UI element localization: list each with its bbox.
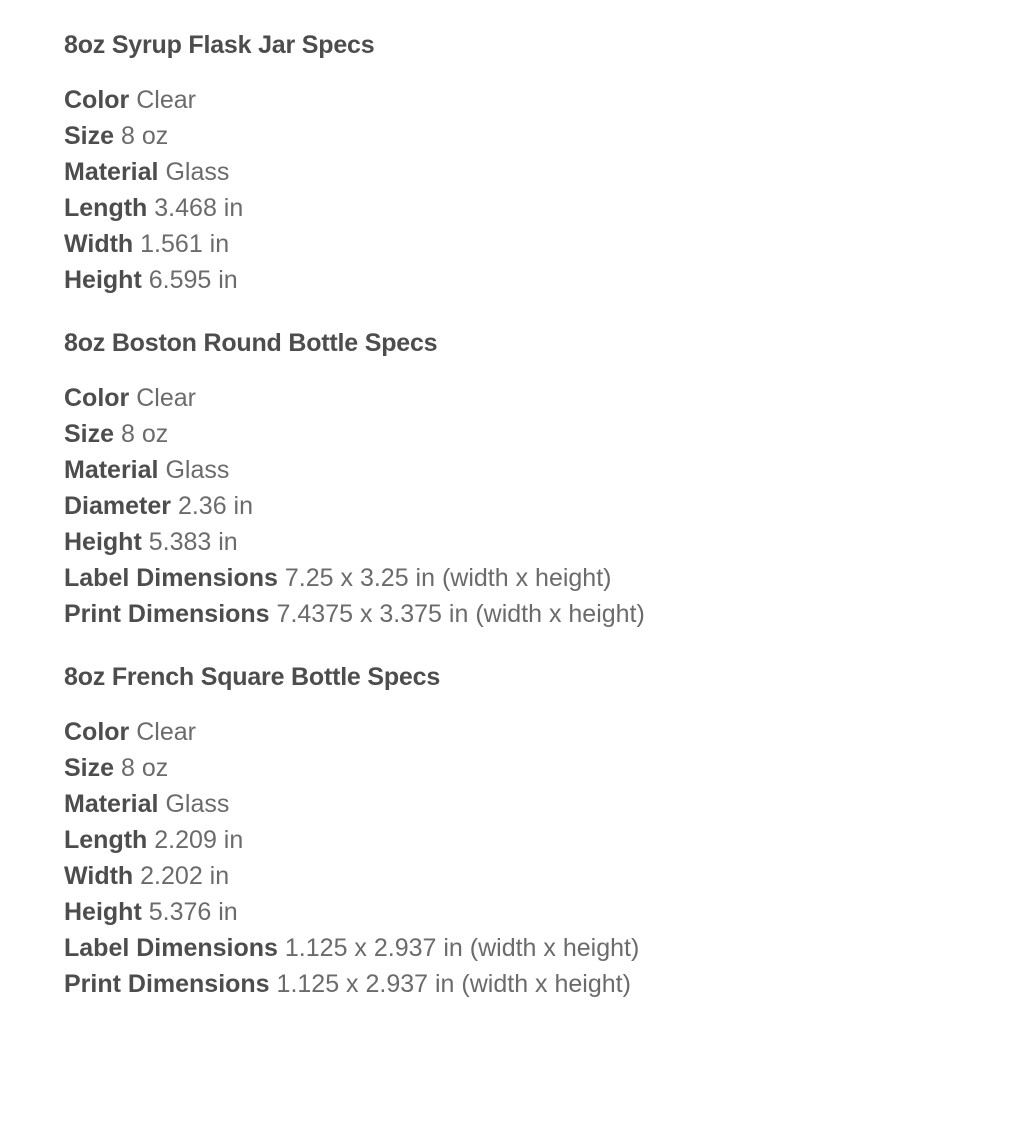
spec-row xyxy=(64,930,962,966)
spec-row xyxy=(64,858,962,894)
spec-list xyxy=(64,82,962,298)
spec-value: 8 oz xyxy=(120,420,169,448)
spec-value: 5.383 in xyxy=(148,528,238,556)
spec-label: Color xyxy=(64,384,130,412)
spec-label: Diameter xyxy=(64,492,171,520)
spec-label: Size xyxy=(64,420,115,448)
spec-value: Clear xyxy=(136,718,196,746)
spec-label: Print Dimensions xyxy=(64,600,270,628)
spec-row xyxy=(64,786,962,822)
section-title: 8oz Boston Round Bottle Specs xyxy=(64,329,438,357)
spec-value: 5.376 in xyxy=(148,898,238,926)
spec-label: Print Dimensions xyxy=(64,970,270,998)
spec-row xyxy=(64,596,962,632)
spec-label: Material xyxy=(64,158,159,186)
spec-label: Width xyxy=(64,862,134,890)
spec-row xyxy=(64,226,962,262)
spec-label: Length xyxy=(64,826,148,854)
spec-value: 1.561 in xyxy=(140,230,230,258)
spec-value: 8 oz xyxy=(120,754,169,782)
spec-label: Color xyxy=(64,86,130,114)
spec-row xyxy=(64,750,962,786)
spec-list xyxy=(64,714,962,1002)
spec-row xyxy=(64,118,962,154)
spec-list xyxy=(64,380,962,632)
spec-value: 2.202 in xyxy=(140,862,230,890)
spec-row xyxy=(64,894,962,930)
spec-row xyxy=(64,380,962,416)
spec-value: 6.595 in xyxy=(148,266,238,294)
spec-row xyxy=(64,82,962,118)
spec-label: Length xyxy=(64,194,148,222)
spec-value: 1.125 x 2.937 in (width x height) xyxy=(276,970,631,998)
spec-row xyxy=(64,966,962,1002)
spec-value: Clear xyxy=(136,86,196,114)
spec-value: 1.125 x 2.937 in (width x height) xyxy=(284,934,640,962)
spec-value: 7.4375 x 3.375 in (width x height) xyxy=(276,600,645,628)
spec-row xyxy=(64,822,962,858)
spec-section xyxy=(64,30,962,298)
spec-label: Height xyxy=(64,528,142,556)
spec-row xyxy=(64,560,962,596)
spec-row xyxy=(64,190,962,226)
spec-value: 7.25 x 3.25 in (width x height) xyxy=(284,564,612,592)
spec-label: Size xyxy=(64,754,115,782)
spec-value: Clear xyxy=(136,384,196,412)
spec-label: Size xyxy=(64,122,115,150)
spec-value: 3.468 in xyxy=(154,194,244,222)
spec-value: 8 oz xyxy=(120,122,169,150)
spec-label: Height xyxy=(64,898,142,926)
spec-value: Glass xyxy=(165,456,230,484)
spec-section xyxy=(64,328,962,632)
spec-label: Label Dimensions xyxy=(64,934,278,962)
spec-value: 2.36 in xyxy=(177,492,254,520)
spec-label: Color xyxy=(64,718,130,746)
spec-row xyxy=(64,154,962,190)
spec-row xyxy=(64,488,962,524)
spec-row xyxy=(64,714,962,750)
spec-value: Glass xyxy=(165,790,230,818)
spec-label: Label Dimensions xyxy=(64,564,278,592)
spec-value: Glass xyxy=(165,158,230,186)
spec-row xyxy=(64,262,962,298)
spec-label: Height xyxy=(64,266,142,294)
spec-sections-container xyxy=(64,30,962,1002)
spec-section xyxy=(64,662,962,1002)
spec-row xyxy=(64,452,962,488)
section-title: 8oz French Square Bottle Specs xyxy=(64,663,441,691)
section-title: 8oz Syrup Flask Jar Specs xyxy=(64,31,375,59)
spec-label: Material xyxy=(64,790,159,818)
spec-row xyxy=(64,524,962,560)
spec-label: Width xyxy=(64,230,134,258)
spec-row xyxy=(64,416,962,452)
spec-value: 2.209 in xyxy=(154,826,244,854)
spec-label: Material xyxy=(64,456,159,484)
